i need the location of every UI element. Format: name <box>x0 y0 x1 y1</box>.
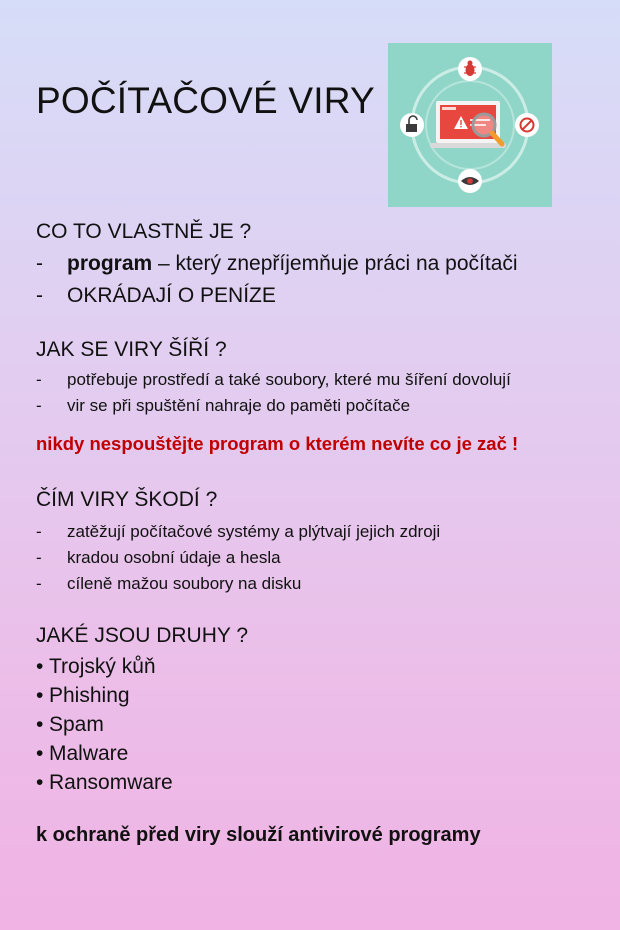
list-item: • Malware <box>36 742 129 765</box>
section-heading-damage: ČÍM VIRY ŠKODÍ ? <box>36 488 218 511</box>
item-text: Malware <box>49 742 129 765</box>
virus-illustration <box>388 43 552 207</box>
block-icon <box>515 113 539 137</box>
item-text: potřebuje prostředí a také soubory, které mu šíření dovolují <box>67 370 511 389</box>
list-item: - program – který znepříjemňuje práci na počítači <box>36 252 518 275</box>
item-text: Spam <box>49 713 104 736</box>
item-text: Ransomware <box>49 771 173 794</box>
item-text: kradou osobní údaje a hesla <box>67 548 281 567</box>
bug-icon <box>458 57 482 81</box>
unlock-icon <box>400 113 424 137</box>
item-text: cíleně mažou soubory na disku <box>67 574 302 593</box>
eye-icon <box>458 169 482 193</box>
item-text: OKRÁDAJÍ O PENÍZE <box>67 284 276 307</box>
list-item: • Phishing <box>36 684 130 707</box>
list-item: • Spam <box>36 713 104 736</box>
item-bold-text: program <box>67 252 153 275</box>
list-item: • Ransomware <box>36 771 173 794</box>
item-text: – který znepříjemňuje práci na počítači <box>152 252 518 275</box>
virus-illustration-graphic <box>388 43 552 207</box>
section-heading-how-spread: JAK SE VIRY ŠÍŘÍ ? <box>36 338 227 361</box>
list-item: - kradou osobní údaje a hesla <box>36 548 281 567</box>
item-text: zatěžují počítačové systémy a plýtvají jejich zdroji <box>67 522 441 541</box>
section-heading-types: JAKÉ JSOU DRUHY ? <box>36 624 248 647</box>
item-text: Phishing <box>49 684 130 707</box>
item-text: vir se při spuštění nahraje do paměti počítače <box>67 396 411 415</box>
item-text: Trojský kůň <box>49 655 156 678</box>
warning-text: nikdy nespouštějte program o kterém nevíte co je zač ! <box>36 433 519 454</box>
list-item: - cíleně mažou soubory na disku <box>36 574 302 593</box>
list-item: - vir se při spuštění nahraje do paměti počítače <box>36 396 411 415</box>
footer-text: k ochraně před viry slouží antivirové programy <box>36 824 481 846</box>
page-title: POČÍTAČOVÉ VIRY <box>36 80 375 121</box>
list-item: - zatěžují počítačové systémy a plýtvají jejich zdroji <box>36 522 441 541</box>
list-item: • Trojský kůň <box>36 655 156 678</box>
section-heading-what-is-it: CO TO VLASTNĚ JE ? <box>36 220 252 243</box>
list-item: - OKRÁDAJÍ O PENÍZE <box>36 284 276 307</box>
list-item: - potřebuje prostředí a také soubory, které mu šíření dovolují <box>36 370 511 389</box>
